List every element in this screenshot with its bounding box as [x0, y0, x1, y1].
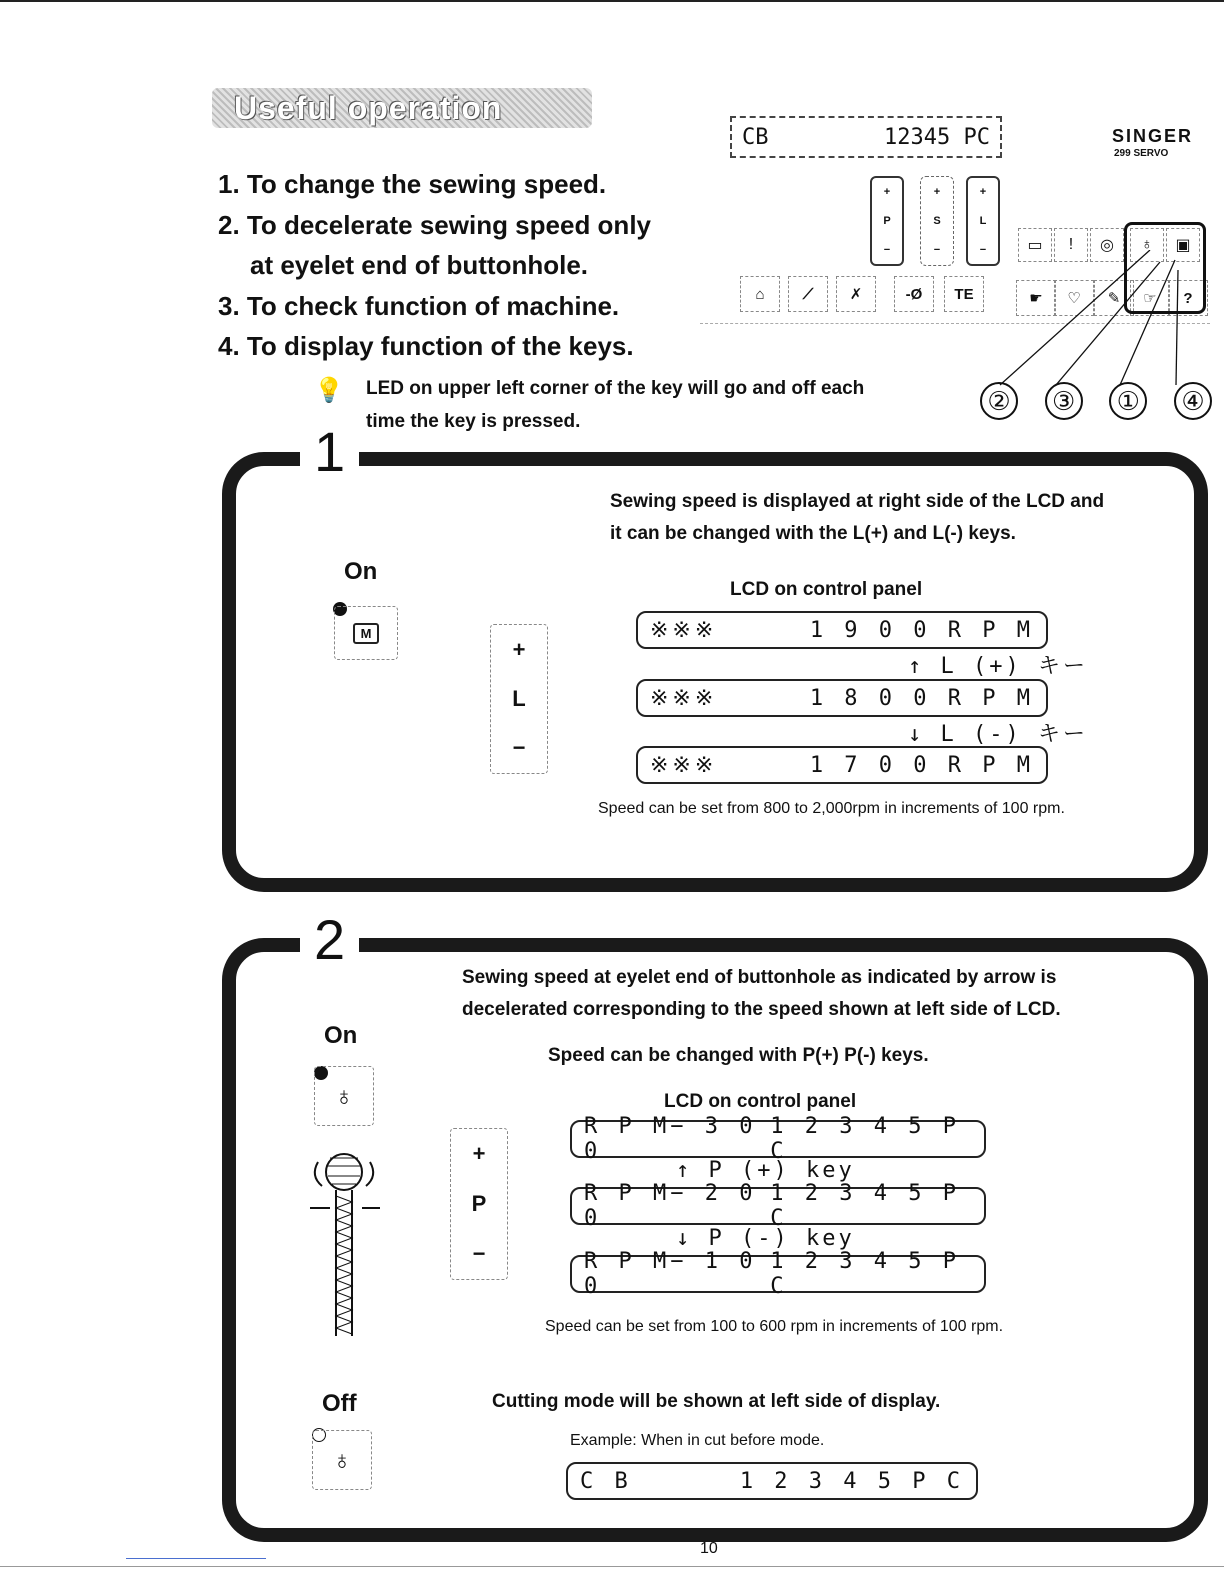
te-key[interactable]: TE	[944, 276, 984, 312]
bulb-key[interactable]	[312, 1430, 372, 1490]
desc-line: it can be changed with the L(+) and L(-) keys.	[610, 523, 1016, 544]
needle-icon[interactable]: ✗	[836, 276, 876, 312]
speed-note: Speed can be set from 800 to 2,000rpm in increments of 100 rpm.	[598, 800, 1065, 817]
callout-1: ①	[1109, 382, 1147, 420]
lcd-right: 1 2 3 4 5 P C	[770, 1181, 960, 1231]
lcd-row	[570, 1181, 986, 1231]
lcd-row	[636, 611, 1048, 649]
lcd-left: ※※※	[650, 752, 718, 778]
lcd-left: R P M− 3 0 0	[584, 1114, 757, 1164]
s-key[interactable]	[920, 176, 954, 266]
l-key-large[interactable]	[490, 624, 548, 774]
footer-rule	[0, 1566, 1224, 1567]
help-icon[interactable]: ?	[1168, 280, 1208, 316]
list-item: 3. To check function of machine.	[218, 290, 620, 321]
lightbulb-icon: ♁	[334, 1080, 354, 1111]
lcd-row	[636, 746, 1048, 784]
lcd-right: 1 9 0 0 R P M	[809, 617, 1034, 643]
state-off: Off	[322, 1390, 357, 1417]
panel-lcd-right: 12345 PC	[884, 124, 990, 150]
page-number: 10	[700, 1540, 718, 1557]
key-plus: +	[512, 636, 526, 662]
arrow-up-label: ↑ L (+) キー	[908, 654, 1088, 679]
lcd-right: 1 2 3 4 5 P C	[770, 1114, 960, 1164]
lcd-row	[570, 1114, 986, 1164]
callout-2: ②	[980, 382, 1018, 420]
speed-note: Speed can be set from 100 to 600 rpm in increments of 100 rpm.	[545, 1318, 1004, 1335]
key-label: L	[512, 685, 526, 711]
lcd-heading: LCD on control panel	[664, 1091, 857, 1112]
callout-lines	[980, 250, 1212, 390]
arrow-down-label: ↓ L (-) キー	[908, 722, 1088, 747]
key-plus: +	[472, 1141, 486, 1166]
list-item: 2. To decelerate sewing speed only	[218, 209, 651, 240]
footer-accent	[126, 1558, 266, 1559]
target-icon[interactable]: ◎	[1090, 228, 1124, 262]
p-key-large[interactable]	[450, 1128, 508, 1280]
state-on: On	[344, 558, 378, 585]
lcd-right: 1 2 3 4 5 P C	[770, 1249, 960, 1299]
lcd-left: R P M− 2 0 0	[584, 1181, 757, 1231]
key-label: S	[933, 214, 941, 227]
bulb-key-icon[interactable]: ♁	[1130, 228, 1164, 262]
example-text: Example: When in cut before mode.	[570, 1432, 825, 1449]
led-tip	[314, 372, 865, 438]
hand-icon[interactable]: ☛	[1016, 280, 1056, 316]
key-plus: +	[979, 186, 987, 199]
heart-icon[interactable]: ♡	[1054, 280, 1094, 316]
motor-key-icon[interactable]: ▣	[1166, 228, 1200, 262]
key-label: P	[471, 1191, 487, 1216]
lcd-left: ※※※	[650, 617, 718, 643]
key-minus: −	[883, 243, 891, 256]
top-rule	[0, 0, 1224, 2]
lightbulb-icon: 💡	[314, 377, 344, 404]
list-item: at eyelet end of buttonhole.	[250, 250, 589, 280]
buttonhole-icon	[300, 1146, 390, 1342]
tip-line: time the key is pressed.	[366, 411, 581, 432]
brand-logo: SINGER	[1112, 126, 1194, 146]
bulb-key[interactable]	[314, 1066, 374, 1126]
bobbin-winder-icon[interactable]: ⌂	[740, 276, 780, 312]
list-item: 1. To change the sewing speed.	[218, 169, 607, 199]
cut-mode-text: Cutting mode will be shown at left side of display.	[492, 1391, 941, 1412]
lcd-right: 1 7 0 0 R P M	[809, 752, 1034, 778]
key-plus: +	[883, 186, 891, 199]
thread-trim-icon[interactable]: ⟋	[788, 276, 828, 312]
state-on: On	[324, 1022, 358, 1049]
motor-key-label: M	[353, 623, 380, 644]
zero-key[interactable]: -Ø	[894, 276, 934, 312]
section-1-description	[610, 486, 1104, 550]
lcd-left: ※※※	[650, 685, 718, 711]
key-minus: −	[933, 244, 941, 257]
section-number: 1	[300, 424, 359, 480]
desc-line: Speed can be changed with P(+) P(-) keys.	[548, 1045, 929, 1066]
lcd-row	[570, 1249, 986, 1299]
feature-list	[218, 164, 651, 367]
lcd-row	[636, 679, 1048, 717]
needle-down-icon[interactable]: !	[1054, 228, 1088, 262]
key-minus: −	[472, 1241, 486, 1266]
section-number: 2	[300, 912, 359, 968]
arrow-down-label: ↓ P (-) key	[676, 1226, 855, 1251]
panel-lcd-left: CB	[742, 124, 769, 150]
desc-line: Sewing speed is displayed at right side of the LCD and	[610, 491, 1105, 512]
desc-line: decelerated corresponding to the speed shown at left side of LCD.	[462, 999, 1061, 1020]
p-key[interactable]	[870, 176, 904, 266]
key-minus: −	[512, 735, 526, 761]
panel-lcd	[730, 116, 1002, 158]
key-label: P	[883, 214, 891, 227]
cut-lcd	[566, 1462, 978, 1500]
edit-icon[interactable]: ✎	[1094, 280, 1134, 316]
lcd-right: 1 2 3 4 5 P C	[739, 1468, 964, 1494]
lcd-left: R P M− 1 0 0	[584, 1249, 757, 1299]
key-minus: −	[979, 243, 987, 256]
desc-line: Sewing speed at eyelet end of buttonhole as indicated by arrow is	[462, 967, 1057, 988]
motor-key[interactable]	[334, 606, 398, 660]
callout-row	[980, 382, 1212, 420]
callout-3: ③	[1045, 382, 1083, 420]
lcd-left: C B	[580, 1468, 632, 1494]
key-plus: +	[933, 185, 941, 198]
callout-4: ④	[1174, 382, 1212, 420]
lcd-right: 1 8 0 0 R P M	[809, 685, 1034, 711]
tip-line: LED on upper left corner of the key will go and off each	[366, 378, 865, 399]
pointer-icon[interactable]: ☞	[1130, 280, 1170, 316]
arrow-up-label: ↑ P (+) key	[676, 1158, 855, 1183]
section-2-description	[462, 962, 1061, 1026]
model-name: 299 SERVO	[1114, 148, 1169, 159]
machine-icon[interactable]: ▭	[1018, 228, 1052, 262]
lcd-heading: LCD on control panel	[730, 579, 923, 600]
key-label: L	[979, 214, 987, 227]
banner-title: Useful operation	[212, 88, 592, 128]
lightbulb-icon: ♁	[332, 1444, 352, 1475]
list-item: 4. To display function of the keys.	[218, 331, 634, 361]
